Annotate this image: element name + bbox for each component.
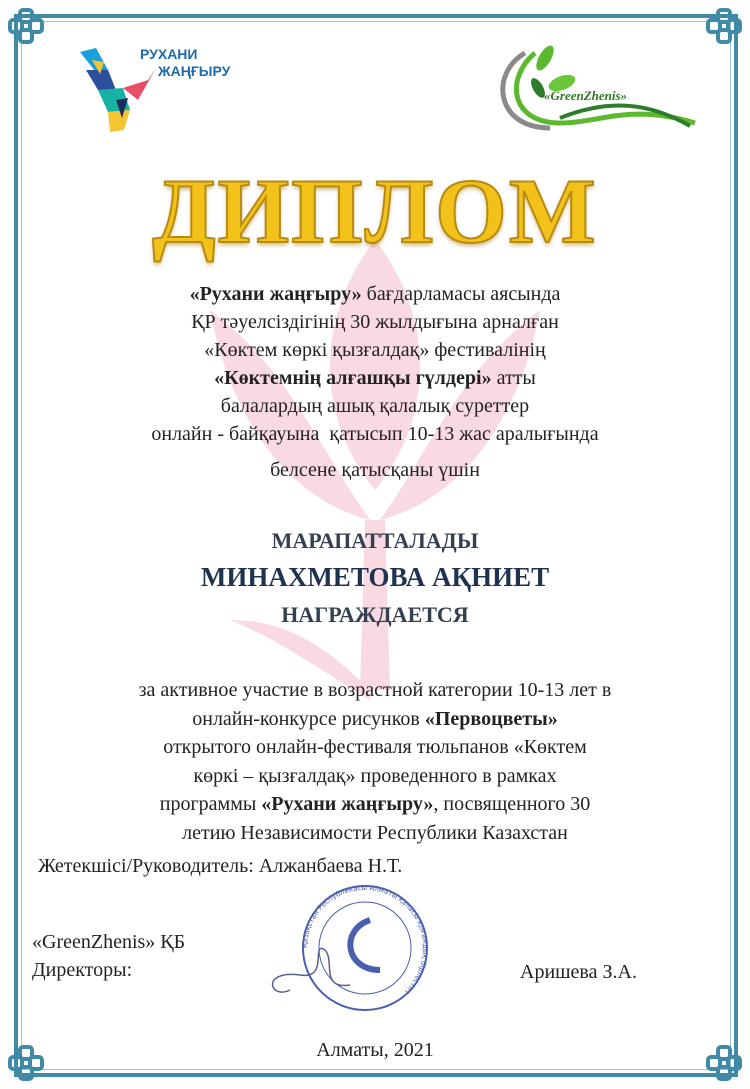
text-line	[0, 310, 750, 338]
text-plain: ҚР тәуелсіздігінің 30 жылдығына арналған	[191, 311, 559, 333]
text-bold: «Рухани жаңғыру»	[261, 793, 434, 815]
text-bold: «Көктемнің алғашқы гүлдері»	[214, 367, 492, 389]
organization-line: «GreenZhenis» ҚБ	[32, 931, 186, 953]
text-line	[0, 458, 750, 486]
text-plain: программы	[159, 793, 262, 815]
stamp-text: Қазақстан Республикасы Алматы қаласы Қоғамдық бірлестігі	[300, 883, 430, 996]
text-line	[0, 707, 750, 736]
text-line	[0, 678, 750, 707]
text-line	[0, 366, 750, 394]
russian-text-block	[0, 678, 750, 849]
recipient-name: МИНАХМЕТОВА АҚНИЕТ	[200, 562, 550, 592]
text-bold: «Первоцветы»	[424, 707, 558, 730]
text-plain: летию Независимости Республики Казахстан	[182, 821, 568, 844]
text-plain: онлайн-конкурсе рисунков	[192, 707, 425, 730]
official-stamp	[250, 880, 480, 1015]
text-plain: открытого онлайн-фестиваля тюльпанов «Көктем	[163, 736, 587, 758]
awarded-russian: НАГРАЖДАЕТСЯ	[281, 602, 469, 627]
director-name: Аришева З.А.	[520, 961, 637, 983]
text-line	[0, 422, 750, 458]
diploma-title: ДИПЛОМ	[152, 160, 598, 262]
text-line	[0, 394, 750, 422]
text-plain: балалардың ашық қалалық суреттер	[220, 395, 530, 417]
director-label: Директоры:	[32, 959, 133, 981]
text-line	[0, 338, 750, 366]
text-plain: көркі – қызғалдақ» проведенного в рамках	[193, 764, 557, 787]
logo-text-line2: ЖАҢҒЫРУ	[158, 63, 231, 79]
text-line	[0, 792, 750, 821]
supervisor-line: Жетекшісі/Руководитель: Алжанбаева Н.Т.	[38, 855, 403, 877]
logo-text-line1: РУХАНИ	[140, 46, 198, 62]
text-plain: , посвященного 30	[433, 793, 591, 815]
rukhani-zhangyru-logo	[78, 40, 231, 135]
text-plain: «Көктем көркі қызғалдақ» фестивалінің	[204, 339, 546, 361]
kazakh-text-block	[0, 282, 750, 486]
text-line	[0, 821, 750, 850]
text-bold: «Рухани жаңғыру»	[189, 283, 362, 305]
text-line	[0, 735, 750, 764]
corner-ornament-icon	[6, 6, 52, 52]
greenzhenis-logo	[480, 28, 700, 138]
text-plain: онлайн - байқауына қатысып 10-13 жас аралығында	[151, 423, 599, 445]
awarded-kazakh: МАРАПАТТАЛАДЫ	[271, 528, 479, 553]
city-year: Алматы, 2021	[316, 1039, 434, 1061]
text-line	[0, 764, 750, 793]
text-plain: за активное участие в возрастной категории 10-13 лет в	[138, 679, 612, 701]
greenzhenis-logo-text: «GreenZhenis»	[544, 88, 628, 103]
text-plain: белсене қатысқаны үшін	[270, 459, 480, 481]
text-plain: атты	[491, 367, 536, 389]
text-plain: бағдарламасы аясында	[361, 283, 561, 305]
corner-ornament-icon	[698, 6, 744, 52]
text-line	[0, 282, 750, 310]
